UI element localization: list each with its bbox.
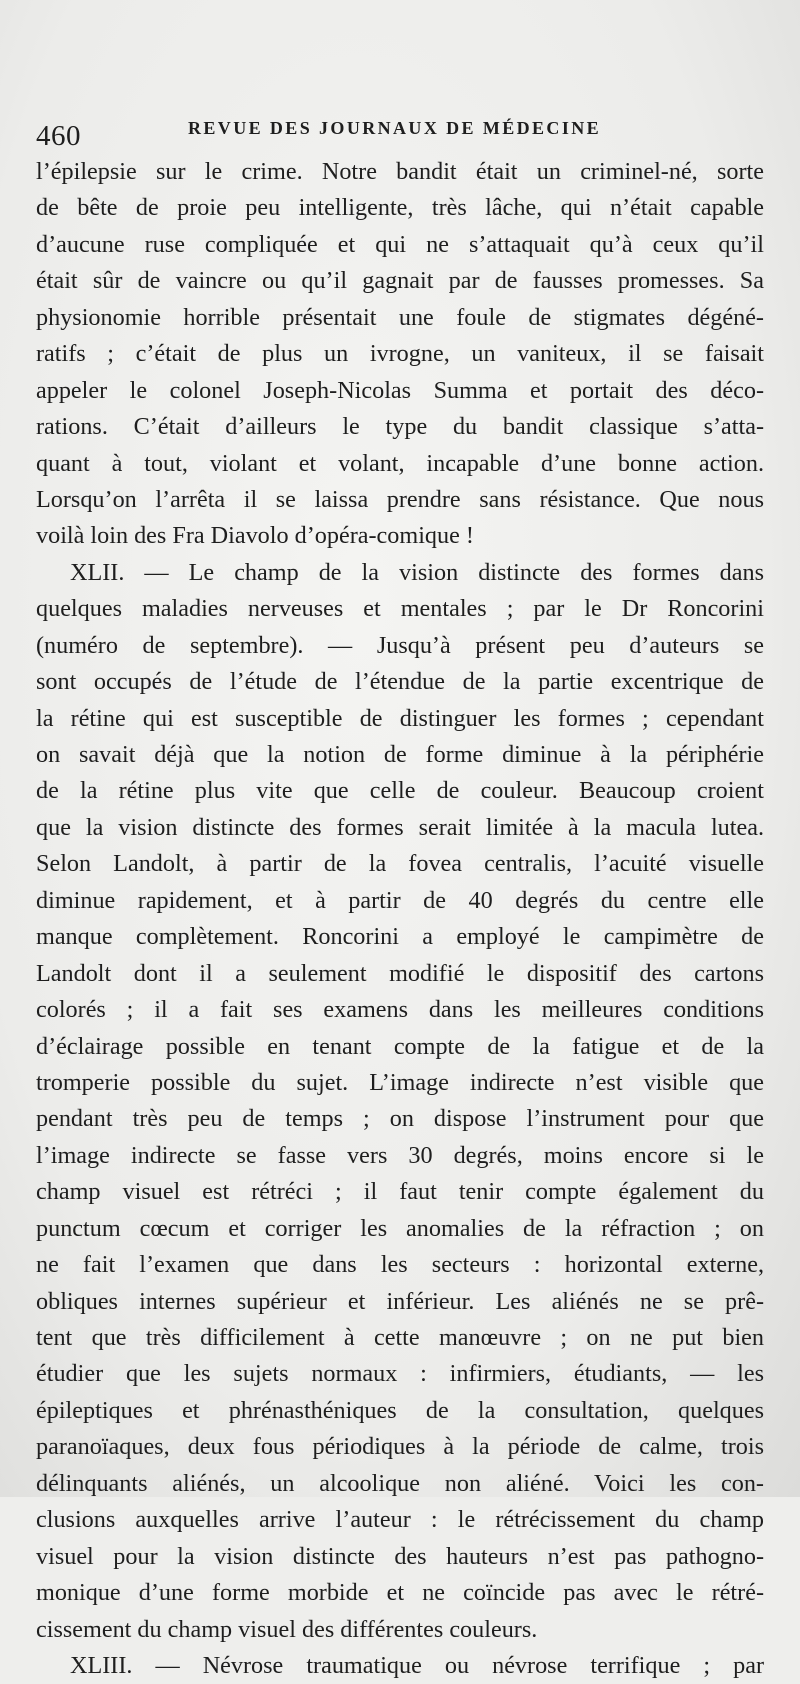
text-line: visuel pour la vision distincte des hauteurs n’est pas pathogno- <box>36 1542 764 1570</box>
text-line: l’image indirecte se fasse vers 30 degrés, moins encore si le <box>36 1141 764 1169</box>
text-line: d’aucune ruse compliquée et qui ne s’attaquait qu’à ceux qu’il <box>36 230 764 258</box>
text-line: champ visuel est rétréci ; il faut tenir compte également du <box>36 1178 764 1206</box>
text-line: pendant très peu de temps ; on dispose l’instrument pour que <box>36 1105 764 1133</box>
text-line: tent que très difficilement à cette manœuvre ; on ne put bien <box>36 1324 764 1351</box>
text-line: manque complètement. Roncorini a employé le campimètre de <box>36 923 764 951</box>
text-line: appeler le colonel Joseph-Nicolas Summa et portait des déco- <box>36 376 764 404</box>
text-line: étudier que les sujets normaux : infirmiers, étudiants, — les <box>36 1360 764 1388</box>
text-line: sont occupés de l’étude de l’étendue de la partie excentrique de <box>36 668 764 696</box>
text-line: de bête de proie peu intelligente, très lâche, qui n’était capable <box>36 194 764 222</box>
running-head <box>36 112 776 152</box>
text-line: la rétine qui est susceptible de distinguer les formes ; cependant <box>36 704 764 732</box>
text-line: rations. C’était d’ailleurs le type du bandit classique s’atta- <box>36 413 764 441</box>
text-line: (numéro de septembre). — Jusqu’à présent peu d’auteurs se <box>36 631 764 659</box>
text-line: délinquants aliénés, un alcoolique non aliéné. Voici les con- <box>36 1469 764 1497</box>
text-line: on savait déjà que la notion de forme diminue à la périphérie <box>36 741 764 768</box>
text-line: quant à tout, violant et volant, incapable d’une bonne action. <box>36 449 764 477</box>
journal-title: REVUE DES JOURNAUX DE MÉDECINE <box>188 118 602 138</box>
text-line: Lorsqu’on l’arrêta il se laissa prendre sans résistance. Que nous <box>36 485 764 513</box>
page-number: 460 <box>36 120 81 152</box>
text-line: de la rétine plus vite que celle de couleur. Beaucoup croient <box>36 777 764 805</box>
text-line: cissement du champ visuel des différentes couleurs. <box>36 1615 538 1643</box>
text-line: obliques internes supérieur et inférieur. Les aliénés ne se prê- <box>36 1287 764 1315</box>
text-line: quelques maladies nerveuses et mentales ; par le Dr Roncorini <box>36 595 764 623</box>
text-line: clusions auxquelles arrive l’auteur : le rétrécissement du champ <box>36 1506 764 1534</box>
body-text <box>36 154 764 1684</box>
text-line: voilà loin des Fra Diavolo d’opéra-comique ! <box>36 522 474 550</box>
text-line: Landolt dont il a seulement modifié le dispositif des cartons <box>36 959 764 987</box>
text-line: que la vision distincte des formes serait limitée à la macula lutea. <box>36 813 764 841</box>
text-line: colorés ; il a fait ses examens dans les meilleures conditions <box>36 996 764 1024</box>
text-line: physionomie horrible présentait une foule de stigmates dégéné- <box>36 303 764 331</box>
section-heading-xlii: XLII. — Le champ de la vision distincte des formes dans <box>70 558 764 586</box>
text-line: paranoïaques, deux fous périodiques à la période de calme, trois <box>36 1433 764 1461</box>
text-line: d’éclairage possible en tenant compte de la fatigue et de la <box>36 1032 764 1060</box>
text-line: ne fait l’examen que dans les secteurs : horizontal externe, <box>36 1251 764 1279</box>
text-line: épileptiques et phrénasthéniques de la consultation, quelques <box>36 1396 764 1424</box>
text-line: diminue rapidement, et à partir de 40 degrés du centre elle <box>36 886 764 914</box>
text-line: tromperie possible du sujet. L’image indirecte n’est visible que <box>36 1068 764 1096</box>
text-line: punctum cœcum et corriger les anomalies de la réfraction ; on <box>36 1214 764 1242</box>
section-heading-xliii: XLIII. — Névrose traumatique ou névrose terrifique ; par <box>70 1651 764 1679</box>
text-line: était sûr de vaincre ou qu’il gagnait par de fausses promesses. Sa <box>36 267 764 295</box>
text-line: monique d’une forme morbide et ne coïncide pas avec le rétré- <box>36 1579 764 1607</box>
text-line: Selon Landolt, à partir de la fovea centralis, l’acuité visuelle <box>36 850 764 878</box>
text-line: l’épilepsie sur le crime. Notre bandit était un criminel-né, sorte <box>36 158 764 185</box>
text-line: ratifs ; c’était de plus un ivrogne, un vaniteux, il se faisait <box>36 340 764 368</box>
